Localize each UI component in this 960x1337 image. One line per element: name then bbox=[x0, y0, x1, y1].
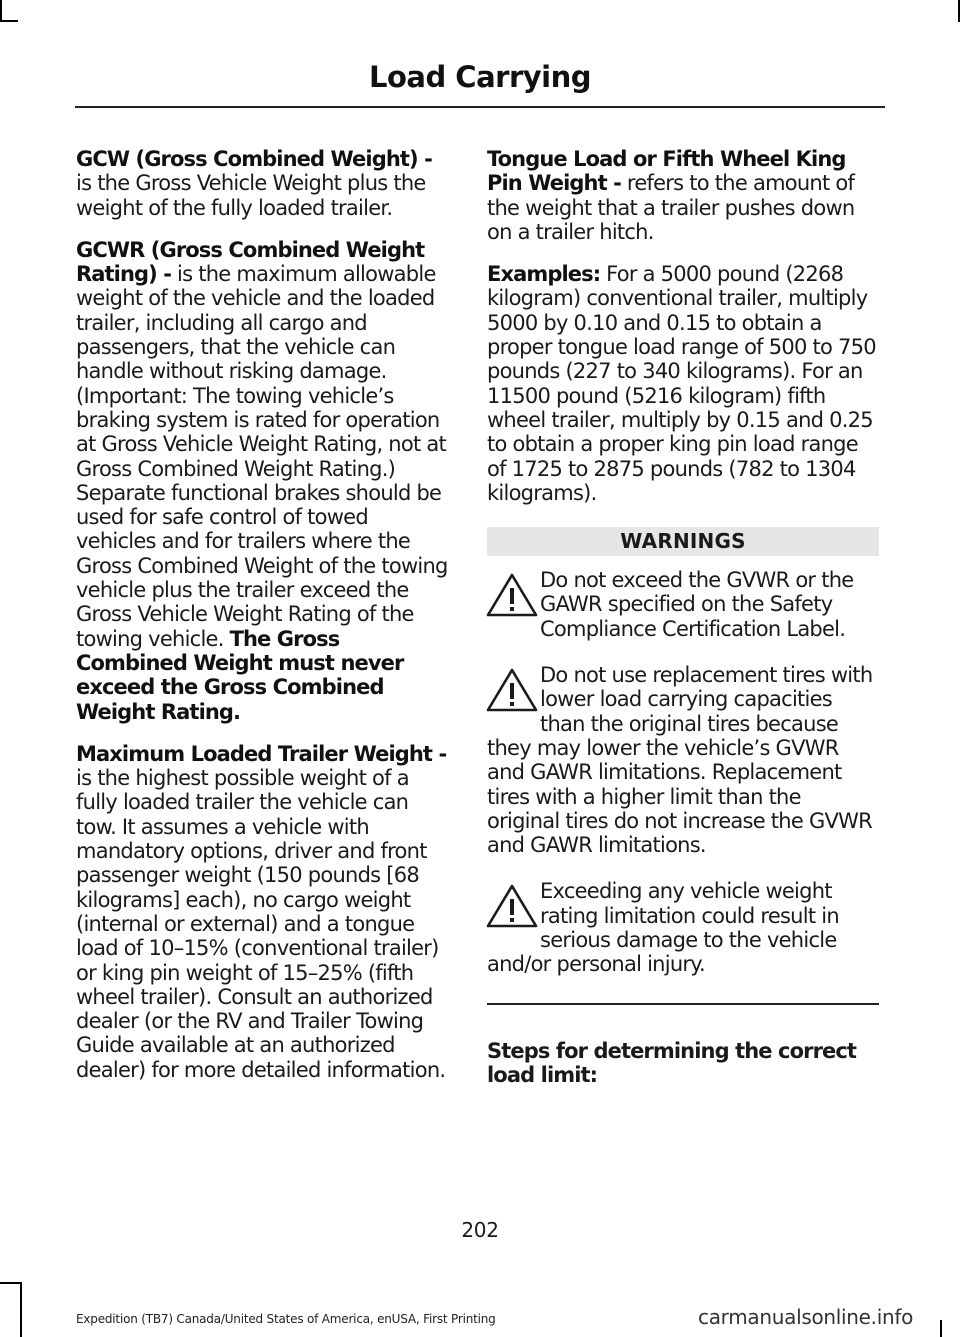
gcwr-term: GCWR (Gross Combined Weight Rating) - bbox=[76, 237, 425, 287]
warning-item bbox=[487, 568, 879, 641]
page-number: 202 bbox=[461, 1218, 499, 1242]
left-column bbox=[76, 147, 451, 1100]
gcwr-emphasis: The Gross Combined Weight must never exceed the Gross Combined Weight Rating. bbox=[76, 626, 404, 724]
gcwr-text: is the maximum allowable weight of the vehicle and the loaded trailer, including all cargo and passengers, that the vehicle can handle without risking damage. (Important: The towing vehicle’s braking system is rated for operation at Gross Vehicle Weight Rating, not at Gross Combined Weight Rating.) Separate functional brakes should be used for safe control of towed vehicles and for trailers where the Gross Combined Weight of the towing vehicle plus the trailer exceed the Gross Vehicle Weight Rating of the towing vehicle. bbox=[76, 262, 448, 651]
header-divider bbox=[75, 106, 885, 108]
watermark-text: carmanualsonline.info bbox=[698, 1305, 914, 1329]
max-loaded-text: is the highest possible weight of a fully loaded trailer the vehicle can tow. It assumes a vehicle with mandatory options, driver and front passenger weight (150 pounds [68 kilograms] each), no cargo weight (internal or external) and a tongue load of 10–15% (conventional trailer) or king pin weight of 15–25% (fifth wheel trailer). Consult an authorized dealer (or the RV and Trailer Towing Guide available at an authorized dealer) for more detailed information. bbox=[76, 766, 446, 1082]
examples-paragraph bbox=[487, 262, 879, 505]
crop-mark-bottom-left bbox=[0, 1282, 22, 1284]
warnings-end-divider bbox=[487, 1003, 879, 1005]
footer-edition-text: Expedition (TB7) Canada/United States of America, enUSA, First Printing bbox=[76, 1312, 496, 1326]
tongue-load-text: refers to the amount of the weight that a trailer pushes down on a trailer hitch. bbox=[487, 171, 855, 244]
warning-triangle-icon bbox=[486, 572, 538, 618]
crop-mark-top-left-h bbox=[0, 20, 18, 22]
tongue-load-term: Tongue Load or Fifth Wheel King Pin Weight - bbox=[487, 147, 846, 196]
steps-heading: Steps for determining the correct load limit: bbox=[487, 1038, 857, 1087]
right-column bbox=[487, 147, 879, 1087]
warnings-header: WARNINGS bbox=[487, 527, 879, 556]
crop-mark-bottom-left-v bbox=[20, 1282, 22, 1337]
gcw-term: GCW (Gross Combined Weight) - bbox=[76, 147, 432, 171]
max-loaded-term: Maximum Loaded Trailer Weight - bbox=[76, 741, 447, 766]
tongue-load-definition bbox=[487, 147, 879, 244]
warning-triangle-icon bbox=[486, 883, 538, 929]
warning-text: Do not exceed the GVWR or the GAWR specified on the Safety Compliance Certification Label. bbox=[540, 568, 854, 641]
gcw-text: is the Gross Vehicle Weight plus the weight of the fully loaded trailer. bbox=[76, 171, 426, 220]
gcwr-definition bbox=[76, 238, 451, 724]
page-title: Load Carrying bbox=[368, 60, 592, 94]
examples-term: Examples: bbox=[487, 262, 601, 287]
gcw-definition bbox=[76, 147, 451, 220]
crop-mark-bottom-right bbox=[940, 1320, 942, 1337]
examples-text: For a 5000 pound (2268 kilogram) conventional trailer, multiply 5000 by 0.10 and 0.15 to obtain a proper tongue load range of 500 to 750 pounds (227 to 340 kilograms). For an 11500 pound (5216 kilogram) fifth wheel trailer, multiply by 0.15 and 0.25 to obtain a proper king pin load range of 1725 to 2875 pounds (782 to 1304 kilograms). bbox=[487, 262, 876, 505]
max-loaded-definition bbox=[76, 742, 451, 1082]
warning-text: Exceeding any vehicle weight rating limitation could result in serious damage to the vehicle and/or personal injury. bbox=[487, 879, 839, 977]
warning-text: Do not use replacement tires with lower load carrying capacities than the original tires because they may lower the vehicle’s GVWR and GAWR limitations. Replacement tires with a higher limit than the original tires do not increase the GVWR and GAWR limitations. bbox=[487, 663, 873, 858]
warning-triangle-icon bbox=[486, 667, 538, 713]
warning-item bbox=[487, 663, 879, 857]
crop-mark-top-left bbox=[0, 0, 2, 22]
warning-item bbox=[487, 879, 879, 976]
